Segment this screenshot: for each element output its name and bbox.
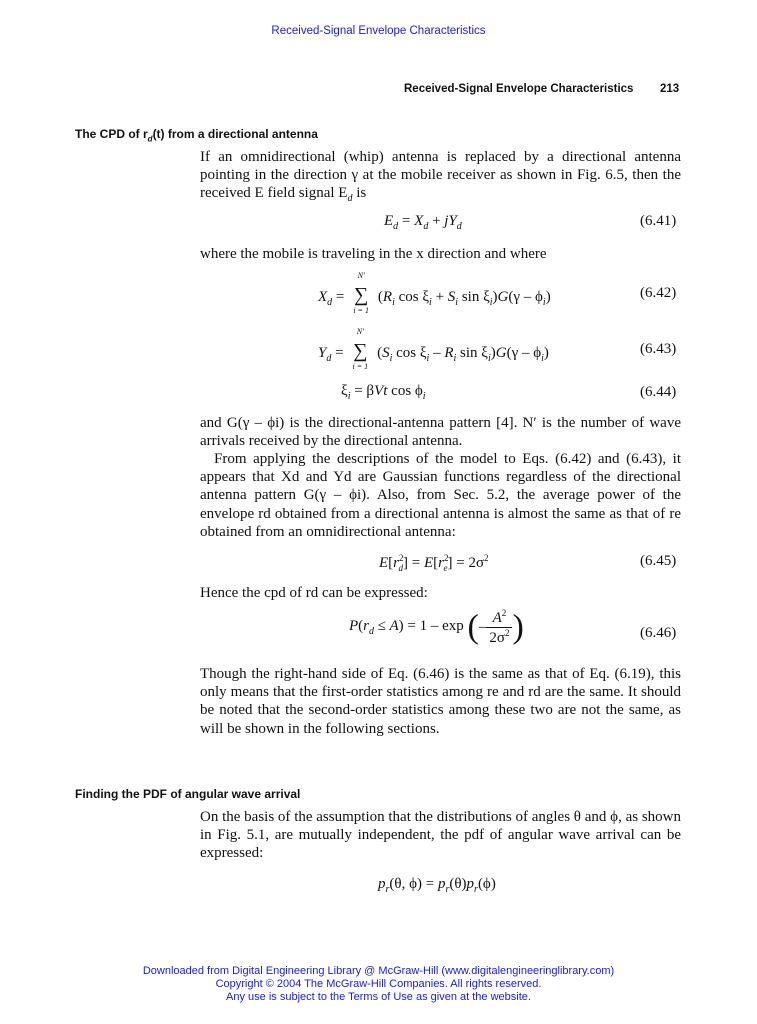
- section-heading-rest: (t) from a directional antenna: [152, 127, 318, 141]
- sum-upper-limit: N′: [357, 271, 365, 280]
- paragraph-cpd: [200, 584, 681, 602]
- equation-number-6-41: (6.41): [640, 213, 677, 229]
- equation-6-42: $X_d$ = N′ ∑ i = 1 ($R_i$ $\cos \xi_i + S_i$ $\sin \xi_i)G(\gamma - \phi_i)$: [318, 271, 551, 315]
- paragraph-intro-end: is: [352, 185, 367, 202]
- equation-angular-pdf: $p_r(\theta$, $\phi) = p_r(\theta)p_r(\phi)$: [378, 876, 496, 895]
- summation-symbol: N′ ∑ i = 1: [348, 284, 374, 307]
- section-heading-text: The CPD of r: [75, 127, 148, 141]
- sum-lower-limit: i = 1: [353, 306, 369, 315]
- paragraph-statistics: [200, 665, 681, 738]
- paragraph-gaussian: [200, 450, 681, 541]
- paragraph-intro: [200, 148, 681, 209]
- paragraph-intro-sub: d: [347, 193, 353, 205]
- paragraph-statistics-text: Though the right-hand side of Eq. (6.46) is the same as that of Eq. (6.19), this only means that the first-order statistics among re and rd are the same. It should be noted that the second-order statistics among these two are not the same, as will be shown in the following sections.: [200, 666, 681, 737]
- equation-6-44: $\xi_i = \beta Vt$ $\cos \phi_i$: [341, 383, 426, 402]
- paragraph-cpd-text: Hence the cpd of rd can be expressed:: [200, 585, 428, 601]
- equation-number-6-43: (6.43): [640, 341, 677, 357]
- sum-lower-limit: i = 1: [352, 362, 369, 371]
- page-number: 213: [660, 83, 680, 95]
- paragraph-antenna-pattern: [200, 414, 681, 450]
- equation-number-6-44: (6.44): [640, 384, 677, 400]
- paragraph-gaussian-text: From applying the descriptions of the model to Eqs. (6.42) and (6.43), it appears that Xd and Yd are Gaussian functions regardless of the directional antenna pattern G(γ – ϕi). Also, from Sec. 5.2, the average power of the envelope rd obtained from a directional antenna is almost the same as that of re obtained from an omnidirectional antenna:: [200, 451, 681, 540]
- paragraph-angular-text: On the basis of the assumption that the distributions of angles θ and ϕ, as shown in Fig. 5.1, are mutually independent, the pdf of angular wave arrival can be expressed:: [200, 809, 681, 862]
- equation-6-45: $E[r^2_d] = E[r^2_e] = 2\sigma^2$: [379, 553, 489, 573]
- top-header-link[interactable]: Received-Signal Envelope Characteristics: [271, 25, 486, 37]
- equation-number-6-42: (6.42): [640, 285, 677, 301]
- running-head: Received-Signal Envelope Characteristics: [404, 83, 634, 95]
- equation-6-41: $E_d = X_d + jY_d$: [384, 213, 462, 232]
- section-heading-cpd: [75, 127, 318, 143]
- equation-number-6-46: (6.46): [640, 625, 677, 641]
- sum-upper-limit: N′: [356, 327, 364, 336]
- summation-symbol: N′ ∑ i = 1: [347, 340, 373, 363]
- equation-6-43: $Y_d$ = N′ ∑ i = 1 ($S_i$ $\cos \xi_i - R_i$ $\sin \xi_i)G(\gamma - \phi_i)$: [318, 327, 549, 371]
- equation-6-46: $P(r_d \le A) = 1 - \exp$ (– $\frac{A^2}{2\sigma^2}$ ): [349, 608, 524, 646]
- paragraph-intro-text: If an omnidirectional (whip) antenna is replaced by a directional antenna pointing in the direction γ at the mobile receiver as shown in Fig. 6.5, then the received E field signal E: [200, 149, 681, 202]
- paragraph-mobile: [200, 245, 681, 263]
- footer-copyright[interactable]: Copyright © 2004 The McGraw-Hill Companies. All rights reserved.: [215, 978, 542, 990]
- footer-terms[interactable]: Any use is subject to the Terms of Use as given at the website.: [226, 991, 531, 1003]
- paragraph-mobile-text: where the mobile is traveling in the x direction and where: [200, 246, 547, 262]
- equation-number-6-45: (6.45): [640, 553, 677, 569]
- paragraph-angular: [200, 808, 681, 863]
- section-heading-sub: d: [147, 134, 153, 144]
- footer-download-link[interactable]: Downloaded from Digital Engineering Library @ McGraw-Hill (www.digitalengineeringlibrary.com): [142, 965, 615, 977]
- paragraph-antenna-pattern-text: and G(γ – ϕi) is the directional-antenna pattern [4]. N′ is the number of wave arrivals received by the directional antenna.: [200, 415, 681, 450]
- section-heading-pdf: Finding the PDF of angular wave arrival: [75, 787, 301, 801]
